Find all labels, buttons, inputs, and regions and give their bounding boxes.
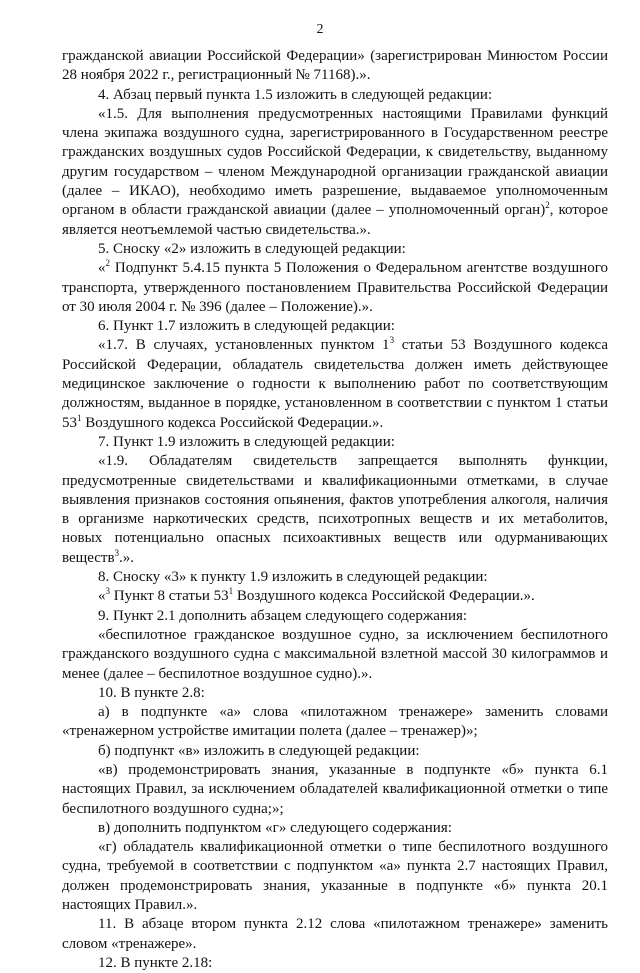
paragraph-text: Подпункт 5.4.15 пункта 5 Положения о Федеральном агентстве воздушного транспорта, утвержденного постановлением Правительства Российской Федерации от 30 июля 2004 г. № 396 (далее – Положение).». (62, 260, 608, 315)
paragraph (62, 607, 608, 626)
paragraph-text: а) в подпункте «а» слова «пилотажном тренажере» заменить словами «тренажерном устройстве имитации полета (далее – тренажер)»; (62, 704, 608, 740)
paragraph (62, 587, 608, 606)
paragraph-text: «г) обладатель квалификационной отметки о типе беспилотного воздушного судна, требуемой в соответствии с подпунктом «а» пункта 2.7 настоящих Правил, должен продемонстрировать знания, указанные в подпункте «б» пункта 20.1 настоящих Правил.». (62, 839, 608, 914)
paragraph (62, 336, 608, 432)
paragraph-text: 11. В абзаце втором пункта 2.12 слова «пилотажном тренажере» заменить словом «тренажере». (62, 916, 608, 952)
paragraph-text: статьи 53 Воздушного кодекса Российской Федерации, обладатель свидетельства должен иметь действующее медицинское заключение о годности к выполнению работ по соответствующим должностям, выданное в порядке, установленном в соответствии с пунктом 1 статьи 53 (62, 337, 608, 431)
paragraph (62, 452, 608, 568)
paragraph (62, 240, 608, 259)
paragraph-text: , которое является неотъемлемой частью свидетельства.». (62, 202, 608, 238)
footnote-marker: 3 (105, 586, 110, 597)
paragraph-text: «1.9. Обладателям свидетельств запрещается выполнять функции, предусмотренные свидетельствами и квалификационными отметками, в случае выявления признаков состояния опьянения, фактов употребления алкоголя, наличия в организме наркотических средств, психотропных веществ и их метаболитов, новых потенциально опасных психоактивных веществ или одурманивающих веществ (62, 453, 608, 566)
paragraph (62, 433, 608, 452)
paragraph (62, 626, 608, 684)
paragraph (62, 819, 608, 838)
document-body (62, 47, 608, 973)
page-number: 2 (316, 22, 324, 37)
paragraph (62, 838, 608, 915)
footnote-marker: 3 (114, 547, 120, 558)
footnote-marker: 2 (545, 200, 550, 211)
paragraph-text: «1.5. Для выполнения предусмотренных настоящими Правилами функций члена экипажа воздушного судна, зарегистрированного в Государственном реестре гражданских воздушных судов Российской Федерации, к свидетельству, выданному другим государством – членом Международной организации гражданской авиации (далее – ИКАО), необходимо иметь разрешение, выдаваемое уполномоченным органом в области гражданской авиации (далее – уполномоченный орган) (62, 105, 608, 219)
footnote-marker: 3 (389, 335, 395, 346)
footnote-marker: 2 (105, 258, 110, 269)
paragraph-text: «1.7. В случаях, установленных пунктом 1 (98, 337, 390, 354)
paragraph-text: Воздушного кодекса Российской Федерации.». (233, 588, 535, 605)
paragraph (62, 259, 608, 317)
paragraph (62, 915, 608, 954)
paragraph (62, 317, 608, 336)
paragraph (62, 86, 608, 105)
footnote-marker: 1 (77, 412, 82, 423)
paragraph (62, 761, 608, 819)
paragraph-text: .». (119, 549, 135, 566)
paragraph-text: б) подпункт «в» изложить в следующей редакции: (98, 742, 420, 759)
paragraph (62, 47, 608, 86)
paragraph-text: 12. В пункте 2.18: (98, 954, 213, 971)
paragraph-text: Воздушного кодекса Российской Федерации.». (81, 414, 384, 431)
paragraph-text: 7. Пункт 1.9 изложить в следующей редакции: (98, 433, 395, 450)
paragraph-text: 4. Абзац первый пункта 1.5 изложить в следующей редакции: (98, 86, 493, 103)
paragraph (62, 684, 608, 703)
paragraph-text: 5. Сноску «2» изложить в следующей редакции: (98, 240, 406, 257)
footnote-marker: 1 (228, 586, 234, 597)
paragraph-text: 6. Пункт 1.7 изложить в следующей редакции: (98, 318, 395, 335)
paragraph-text: 8. Сноску «3» к пункту 1.9 изложить в следующей редакции: (98, 569, 488, 586)
paragraph-text: 10. В пункте 2.8: (98, 684, 205, 701)
paragraph-text: в) дополнить подпунктом «г» следующего содержания: (98, 819, 452, 836)
paragraph (62, 703, 608, 742)
paragraph (62, 742, 608, 761)
paragraph-text: «беспилотное гражданское воздушное судно, за исключением беспилотного гражданского воздушного судна с максимальной взлетной массой 30 килограммов и менее (далее – беспилотное воздушное судно).». (62, 626, 608, 682)
paragraph (62, 954, 608, 973)
paragraph-text: «в) продемонстрировать знания, указанные в подпункте «б» пункта 6.1 настоящих Правил, за исключением обладателей квалификационной отметки о типе беспилотного воздушного судна;»; (62, 761, 608, 817)
paragraph-text: « (98, 588, 106, 605)
paragraph-text: гражданской авиации Российской Федерации» (зарегистрирован Минюстом России 28 ноября 2022 г., регистрационный № 71168).». (62, 48, 608, 84)
paragraph (62, 568, 608, 587)
paragraph-text: « (98, 260, 106, 277)
paragraph (62, 105, 608, 240)
paragraph-text: 9. Пункт 2.1 дополнить абзацем следующего содержания: (98, 607, 468, 624)
paragraph-text: Пункт 8 статьи 53 (110, 588, 229, 605)
